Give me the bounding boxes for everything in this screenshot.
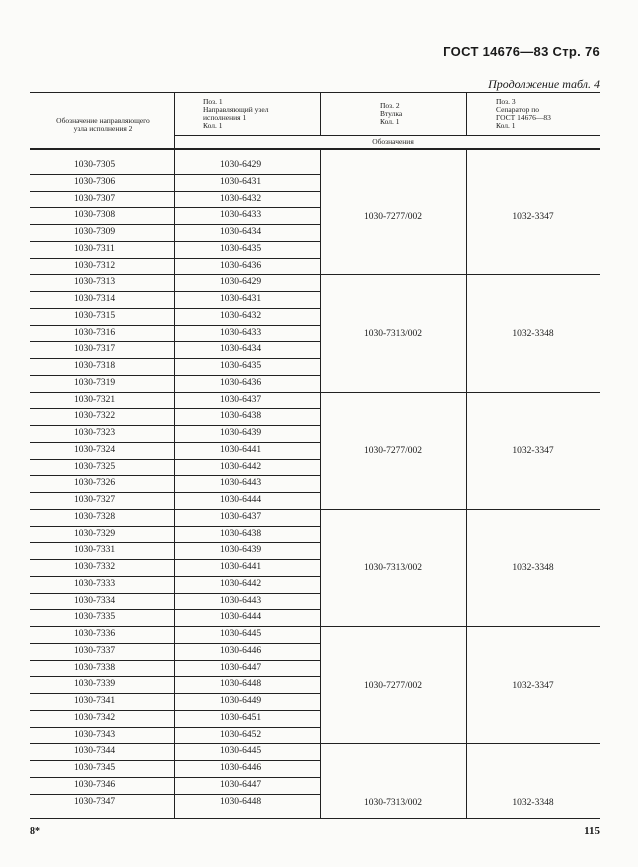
cell-sleeve-designation: 1030-7277/002 [363, 680, 423, 691]
row-rule [174, 241, 320, 242]
row-rule [30, 375, 174, 376]
row-rule [30, 509, 174, 510]
row-rule [174, 643, 320, 644]
cell-position-1-designation: 1030-6447 [220, 662, 262, 673]
cell-assembly-designation: 1030-7321 [74, 394, 116, 405]
cell-assembly-designation: 1030-7308 [74, 210, 116, 221]
row-rule [174, 224, 320, 225]
column-header-position-1 [203, 98, 315, 130]
cell-position-1-designation: 1030-6429 [220, 277, 262, 288]
row-rule [30, 643, 174, 644]
cell-assembly-designation: 1030-7316 [74, 327, 116, 338]
cell-assembly-designation: 1030-7331 [74, 545, 116, 556]
cell-assembly-designation: 1030-7347 [74, 796, 116, 807]
column-rule-3-body [466, 148, 467, 818]
cell-position-1-designation: 1030-6436 [220, 377, 262, 388]
row-rule [30, 425, 174, 426]
row-rule [30, 358, 174, 359]
row-rule [30, 676, 174, 677]
row-rule [30, 274, 174, 275]
cell-assembly-designation: 1030-7343 [74, 729, 116, 740]
row-rule [174, 191, 320, 192]
row-rule [30, 241, 174, 242]
cell-sleeve-designation: 1030-7277/002 [363, 211, 423, 222]
cell-position-1-designation: 1030-6436 [220, 260, 262, 271]
cell-position-1-designation: 1030-6435 [220, 361, 262, 371]
column-subheader: Обозначения [372, 137, 414, 146]
row-rule [174, 559, 320, 560]
cell-position-1-designation: 1030-6438 [220, 528, 262, 539]
row-rule [30, 777, 174, 778]
column-header-line: ГОСТ 14676—83 [496, 113, 551, 122]
row-rule [174, 425, 320, 426]
column-header-position-3 [496, 98, 596, 130]
cell-position-1-designation: 1030-6432 [220, 193, 262, 204]
group-rule [320, 392, 600, 393]
cell-position-1-designation: 1030-6447 [220, 779, 262, 790]
row-rule [30, 626, 174, 627]
cell-position-1-designation: 1030-6442 [220, 461, 262, 472]
cell-assembly-designation: 1030-7335 [74, 612, 116, 623]
cell-assembly-designation: 1030-7341 [74, 696, 116, 706]
cell-assembly-designation: 1030-7312 [74, 260, 116, 271]
row-rule [174, 174, 320, 175]
cell-position-1-designation: 1030-6439 [220, 428, 262, 438]
group-rule [320, 274, 600, 275]
header-bottom-rule [30, 148, 600, 150]
row-rule [30, 308, 174, 309]
cell-position-1-designation: 1030-6433 [220, 210, 262, 221]
row-rule [30, 258, 174, 259]
column-header-line: Поз. 1 [203, 97, 223, 106]
cell-position-1-designation: 1030-6448 [220, 679, 262, 690]
cell-position-1-designation: 1030-6445 [220, 629, 262, 639]
cell-assembly-designation: 1030-7327 [74, 495, 116, 505]
cell-assembly-designation: 1030-7334 [74, 595, 116, 606]
cell-assembly-designation: 1030-7342 [74, 712, 116, 723]
group-rule [320, 743, 600, 744]
row-rule [174, 291, 320, 292]
row-rule [174, 274, 320, 275]
group-rule [320, 509, 600, 510]
cell-position-1-designation: 1030-6434 [220, 344, 262, 355]
cell-position-1-designation: 1030-6446 [220, 763, 262, 773]
cell-position-1-designation: 1030-6437 [220, 394, 262, 405]
cell-assembly-designation: 1030-7328 [74, 511, 116, 522]
column-header-line: Кол. 1 [203, 121, 223, 130]
cell-assembly-designation: 1030-7315 [74, 310, 116, 321]
row-rule [30, 727, 174, 728]
row-rule [174, 660, 320, 661]
row-rule [174, 727, 320, 728]
cell-separator-designation: 1032-3347 [512, 446, 554, 457]
row-rule [30, 794, 174, 795]
column-header-assembly [36, 117, 170, 133]
cell-assembly-designation: 1030-7306 [74, 176, 116, 187]
cell-assembly-designation: 1030-7337 [74, 645, 116, 656]
row-rule [30, 174, 174, 175]
cell-position-1-designation: 1030-6444 [220, 495, 262, 505]
cell-assembly-designation: 1030-7333 [74, 578, 116, 589]
cell-position-1-designation: 1030-6449 [220, 696, 262, 706]
row-rule [174, 358, 320, 359]
cell-separator-designation: 1032-3347 [512, 680, 554, 691]
cell-position-1-designation: 1030-6443 [220, 595, 262, 606]
row-rule [174, 576, 320, 577]
row-rule [174, 375, 320, 376]
cell-position-1-designation: 1030-6431 [220, 176, 262, 187]
cell-separator-designation: 1032-3348 [512, 563, 554, 574]
row-rule [174, 760, 320, 761]
row-rule [174, 341, 320, 342]
cell-assembly-designation: 1030-7323 [74, 428, 116, 438]
row-rule [30, 207, 174, 208]
cell-position-1-designation: 1030-6451 [220, 712, 262, 723]
row-rule [30, 609, 174, 610]
cell-assembly-designation: 1030-7307 [74, 193, 116, 204]
row-rule [174, 676, 320, 677]
cell-assembly-designation: 1030-7318 [74, 361, 116, 371]
row-rule [174, 626, 320, 627]
cell-assembly-designation: 1030-7338 [74, 662, 116, 673]
row-rule [30, 693, 174, 694]
row-rule [30, 526, 174, 527]
cell-position-1-designation: 1030-6448 [220, 796, 262, 807]
row-rule [174, 392, 320, 393]
cell-assembly-designation: 1030-7339 [74, 679, 116, 690]
cell-position-1-designation: 1030-6435 [220, 243, 262, 254]
row-rule [174, 777, 320, 778]
cell-position-1-designation: 1030-6439 [220, 545, 262, 556]
row-rule [174, 308, 320, 309]
cell-assembly-designation: 1030-7324 [74, 444, 116, 455]
row-rule [30, 576, 174, 577]
row-rule [174, 542, 320, 543]
cell-sleeve-designation: 1030-7313/002 [363, 797, 423, 808]
cell-position-1-designation: 1030-6429 [220, 160, 262, 170]
column-header-line: узла исполнения 2 [73, 124, 133, 133]
column-rule-2 [320, 92, 321, 135]
row-rule [174, 509, 320, 510]
column-header-line: Поз. 2 [380, 101, 400, 110]
row-rule [174, 693, 320, 694]
row-rule [174, 710, 320, 711]
cell-assembly-designation: 1030-7325 [74, 461, 116, 472]
column-header-line: Направляющий узел [203, 105, 269, 114]
row-rule [174, 459, 320, 460]
row-rule [174, 593, 320, 594]
row-rule [30, 291, 174, 292]
cell-separator-designation: 1032-3348 [512, 328, 554, 339]
table-top-rule [30, 92, 600, 93]
cell-assembly-designation: 1030-7311 [74, 243, 115, 254]
row-rule [30, 392, 174, 393]
column-header-line: исполнения 1 [203, 113, 247, 122]
column-header-line: Сепаратор по [496, 105, 539, 114]
row-rule [30, 760, 174, 761]
row-rule [30, 459, 174, 460]
column-header-line: Поз. 3 [496, 97, 516, 106]
row-rule [174, 325, 320, 326]
group-rule [320, 626, 600, 627]
cell-sleeve-designation: 1030-7313/002 [363, 328, 423, 339]
column-header-line: Обозначение направляющего [56, 116, 150, 125]
cell-assembly-designation: 1030-7329 [74, 528, 116, 539]
column-header-line: Втулка [380, 109, 403, 118]
row-rule [30, 475, 174, 476]
row-rule [30, 593, 174, 594]
footer-mark: 8* [30, 826, 40, 837]
cell-position-1-designation: 1030-6445 [220, 746, 262, 757]
row-rule [30, 710, 174, 711]
row-rule [30, 743, 174, 744]
cell-position-1-designation: 1030-6433 [220, 327, 262, 338]
cell-position-1-designation: 1030-6434 [220, 227, 262, 237]
row-rule [174, 475, 320, 476]
row-rule [30, 191, 174, 192]
row-rule [174, 609, 320, 610]
cell-assembly-designation: 1030-7314 [74, 294, 116, 304]
cell-position-1-designation: 1030-6446 [220, 645, 262, 656]
table-continuation-label: Продолжение табл. 4 [488, 77, 600, 91]
row-rule [30, 408, 174, 409]
row-rule [30, 660, 174, 661]
cell-assembly-designation: 1030-7346 [74, 779, 116, 790]
cell-assembly-designation: 1030-7336 [74, 629, 116, 639]
row-rule [30, 325, 174, 326]
cell-sleeve-designation: 1030-7313/002 [363, 563, 423, 574]
table-bottom-rule [30, 818, 600, 819]
cell-assembly-designation: 1030-7345 [74, 763, 116, 773]
column-header-line: Кол. 1 [380, 117, 400, 126]
cell-position-1-designation: 1030-6443 [220, 478, 262, 489]
row-rule [174, 743, 320, 744]
cell-position-1-designation: 1030-6441 [220, 444, 262, 455]
row-rule [30, 559, 174, 560]
row-rule [174, 442, 320, 443]
cell-assembly-designation: 1030-7322 [74, 411, 116, 422]
page-number: 115 [584, 825, 600, 837]
cell-separator-designation: 1032-3347 [512, 211, 554, 222]
cell-position-1-designation: 1030-6432 [220, 310, 262, 321]
cell-assembly-designation: 1030-7317 [74, 344, 116, 355]
cell-assembly-designation: 1030-7326 [74, 478, 116, 489]
row-rule [174, 526, 320, 527]
cell-sleeve-designation: 1030-7277/002 [363, 446, 423, 457]
row-rule [174, 492, 320, 493]
cell-position-1-designation: 1030-6442 [220, 578, 262, 589]
row-rule [30, 492, 174, 493]
row-rule [174, 794, 320, 795]
cell-position-1-designation: 1030-6441 [220, 562, 262, 572]
column-header-line: Кол. 1 [496, 121, 516, 130]
column-header-position-2 [380, 102, 460, 126]
cell-position-1-designation: 1030-6444 [220, 612, 262, 623]
row-rule [30, 442, 174, 443]
cell-assembly-designation: 1030-7344 [74, 746, 116, 757]
row-rule [174, 408, 320, 409]
row-rule [174, 207, 320, 208]
cell-assembly-designation: 1030-7305 [74, 160, 116, 170]
cell-position-1-designation: 1030-6437 [220, 511, 262, 522]
cell-assembly-designation: 1030-7332 [74, 562, 116, 572]
cell-position-1-designation: 1030-6431 [220, 294, 262, 304]
cell-position-1-designation: 1030-6438 [220, 411, 262, 422]
row-rule [174, 258, 320, 259]
cell-separator-designation: 1032-3348 [512, 797, 554, 808]
cell-assembly-designation: 1030-7319 [74, 377, 116, 388]
row-rule [30, 224, 174, 225]
row-rule [30, 341, 174, 342]
cell-assembly-designation: 1030-7313 [74, 277, 116, 288]
cell-assembly-designation: 1030-7309 [74, 227, 116, 237]
subheader-rule [174, 135, 600, 136]
column-rule-2-body [320, 148, 321, 818]
cell-position-1-designation: 1030-6452 [220, 729, 262, 740]
row-rule [30, 542, 174, 543]
column-rule-3 [466, 92, 467, 135]
document-title: ГОСТ 14676—83 Стр. 76 [443, 44, 600, 59]
